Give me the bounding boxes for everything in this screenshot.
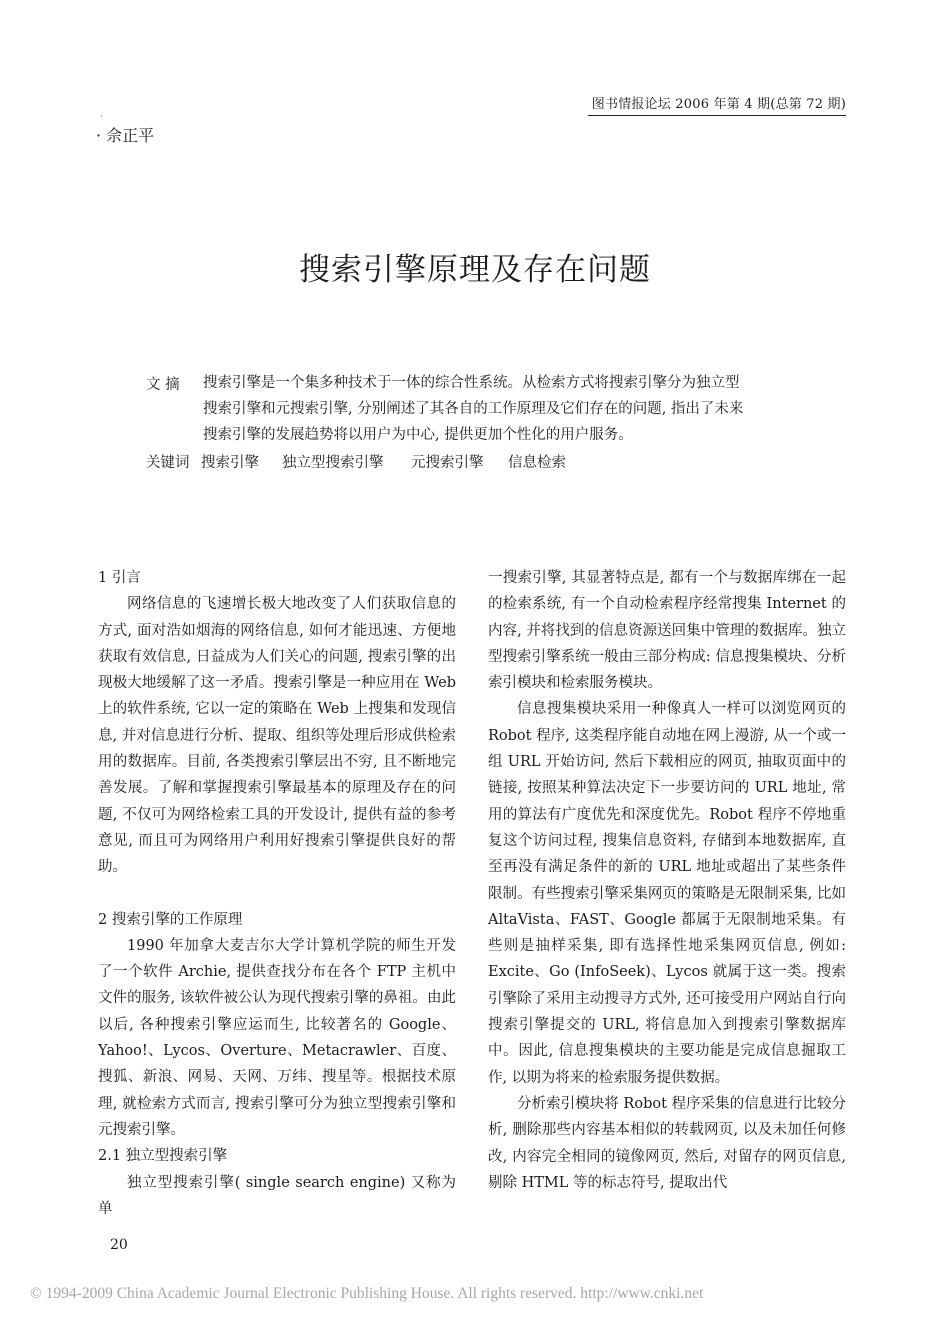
abstract-label: 文 摘: [146, 377, 180, 393]
abstract-label-row: [146, 373, 202, 394]
keyword-item: 信息检索: [508, 455, 566, 471]
abstract-text: [203, 370, 808, 448]
header-bullet: ·: [100, 112, 103, 122]
journal-issue-header: 图书情报论坛 2006 年第 4 期(总第 72 期): [591, 97, 846, 112]
paragraph: 信息搜集模块采用一种像真人一样可以浏览网页的 Robot 程序, 这类程序能自动地在网上漫游, 从一个或一组 URL 开始访问, 然后下载相应的网页, 抽取页面中的链接, 按照某种算法决定下一步要访问的 URL 地址, 常用的算法有广度优先和深度优先。Robot 程序不停地重复这个访问过程, 搜集信息资料, 存储到本地数据库, 直至再没有满足条件的新的 URL 地址或超出了某些条件限制。有些搜索引擎采集网页的策略是无限制采集, 比如 AltaVista、FAST、Google 都属于无限制地采集。有些则是抽样采集, 即有选择性地采集网页信息, 例如: Excite、Go (InfoSeek)、Lycos 就属于这一类。搜索引擎除了采用主动搜寻方式外, 还可接受用户网站自行向搜索引擎提交的 URL, 将信息加入到搜索引擎数据库中。因此, 信息搜集模块的主要功能是完成信息掘取工作, 以期为将来的检索服务提供数据。: [488, 701, 846, 1086]
copyright-footer: © 1994-2009 China Academic Journal Electronic Publishing House. All rights reserved. http://www.cnki.net: [30, 1285, 704, 1302]
author-name: · 佘正平: [96, 126, 155, 145]
section-heading: 2 搜索引擎的工作原理: [98, 911, 243, 928]
paragraph: 网络信息的飞速增长极大地改变了人们获取信息的方式, 面对浩如烟海的网络信息, 如何才能迅速、方便地获取有效信息, 日益成为人们关心的问题, 搜索引擎的出现极大地缓解了这一矛盾。搜索引擎是一种应用在 Web 上的软件系统, 它以一定的策略在 Web 上搜集和发现信息, 并对信息进行分析、提取、组织等处理后形成供检索用的数据库。目前, 各类搜索引擎层出不穷, 且不断地完善发展。了解和掌握搜索引擎最基本的原理及存在的问题, 不仅可为网络检索工具的开发设计, 提供有益的参考意见, 而且可为网络用户利用好搜索引擎提供良好的帮助。: [98, 596, 456, 876]
paragraph: 1990 年加拿大麦吉尔大学计算机学院的师生开发了一个软件 Archie, 提供查找分布在各个 FTP 主机中文件的服务, 该软件被公认为现代搜索引擎的鼻祖。由此以后, 各种搜索引擎应运而生, 比较著名的 Google、Yahoo!、Lycos、Overture、Metacrawler、百度、搜狐、新浪、网易、天网、万纬、搜星等。根据技术原理, 就检索方式而言, 搜索引擎可分为独立型搜索引擎和元搜索引擎。: [98, 937, 456, 1138]
paragraph: 分析索引模块将 Robot 程序采集的信息进行比较分析, 删除那些内容基本相似的转载网页, 以及未加任何修改, 内容完全相同的镜像网页, 然后, 对留存的网页信息, 剔除 HTML 等的标志符号, 提取出代: [488, 1095, 846, 1191]
keyword-item: 独立型搜索引擎: [282, 455, 384, 471]
paragraph: 一搜索引擎, 其显著特点是, 都有一个与数据库绑在一起的检索系统, 有一个自动检索程序经常搜集 Internet 的内容, 并将找到的信息资源送回集中管理的数据库。独立型搜索引擎系统一般由三部分构成: 信息搜集模块、分析索引模块和检索服务模块。: [488, 570, 846, 692]
left-column: [98, 565, 456, 1222]
abstract-line: 搜索引擎是一个集多种技术于一体的综合性系统。从检索方式将搜索引擎分为独立型: [203, 375, 740, 391]
keyword-item: 搜索引擎: [201, 455, 259, 471]
section-heading: 1 引言: [98, 570, 141, 586]
abstract-line: 搜索引擎和元搜索引擎, 分别阐述了其各自的工作原理及它们存在的问题, 指出了未来: [203, 401, 744, 417]
paragraph: 独立型搜索引擎( single search engine) 又称为单: [98, 1174, 456, 1217]
header-rule: [588, 115, 846, 116]
article-title: 搜索引擎原理及存在问题: [299, 252, 651, 288]
keyword-item: 元搜索引擎: [411, 455, 484, 471]
abstract-line: 搜索引擎的发展趋势将以用户为中心, 提供更加个性化的用户服务。: [203, 427, 633, 443]
keywords-label: 关键词: [146, 455, 190, 471]
subsection-heading: 2.1 独立型搜索引擎: [98, 1148, 228, 1165]
right-column: [488, 565, 846, 1196]
page-number: 20: [110, 1237, 128, 1253]
